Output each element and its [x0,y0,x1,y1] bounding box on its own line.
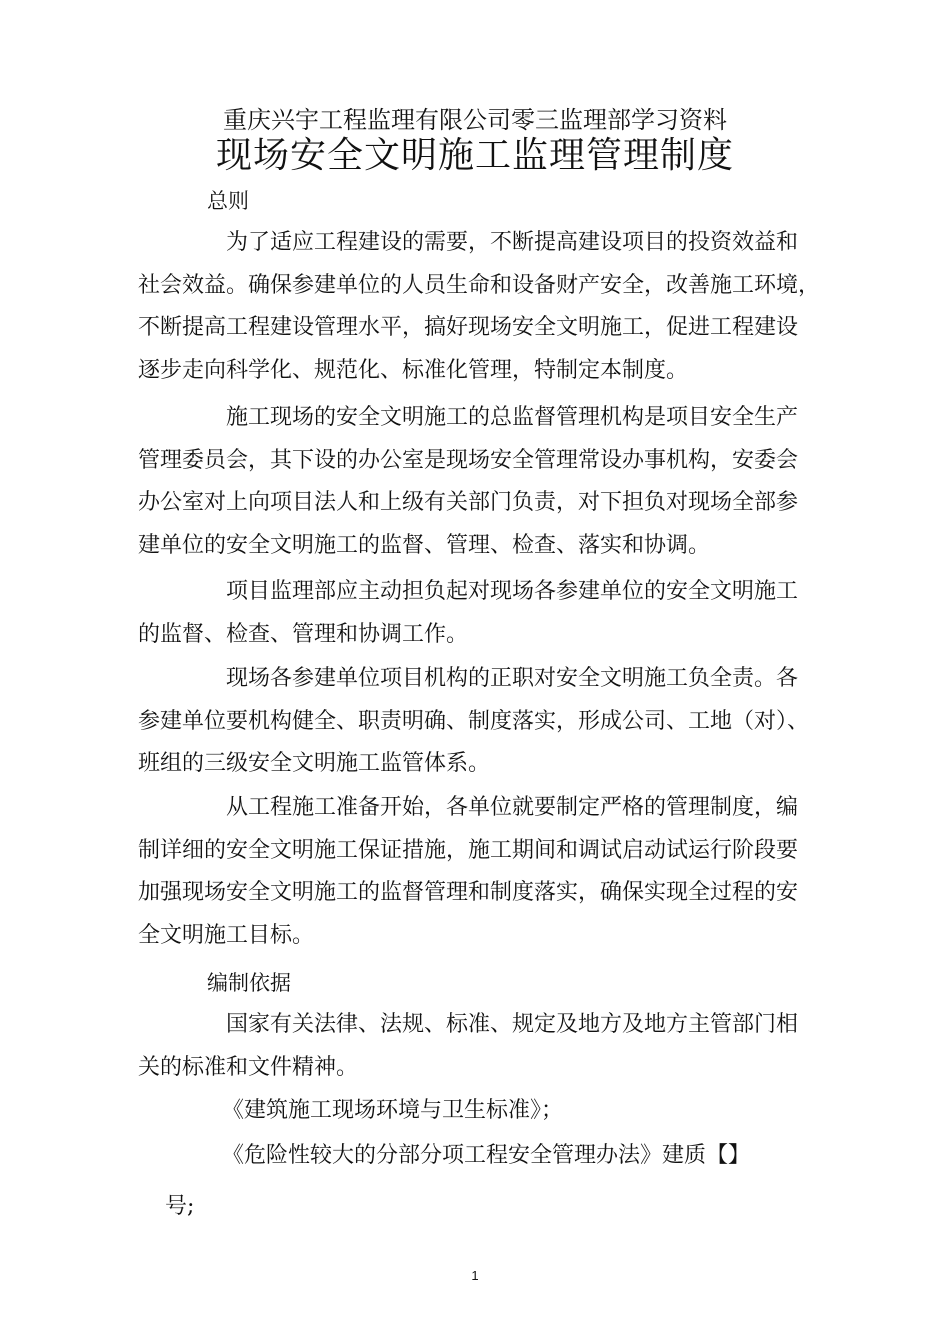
page-number: 1 [471,1268,479,1283]
paragraph-line: 参建单位要机构健全、职责明确、制度落实，形成公司、工地（对）、 [138,708,810,734]
paragraph [138,222,820,392]
paragraph [138,1004,798,1089]
paragraph-line: 班组的三级安全文明施工监管体系。 [138,751,491,776]
reference-item: 《建筑施工现场环境与卫生标准》； [222,1098,564,1123]
paragraph-line: 不断提高工程建设管理水平，搞好现场安全文明施工，促进工程建设 [138,315,799,340]
paragraph-line: 加强现场安全文明施工的监督管理和制度落实，确保实现全过程的安 [138,880,799,905]
paragraph-line: 为了适应工程建设的需要，不断提高建设项目的投资效益和 [226,230,799,255]
paragraph [138,658,809,786]
paragraph-line: 制详细的安全文明施工保证措施，施工期间和调试启动试运行阶段要 [138,837,799,863]
paragraph-line: 逐步走向科学化、规范化、标准化管理，特制定本制度。 [138,357,689,383]
section-heading-general: 总则 [207,189,249,213]
paragraph [138,787,798,957]
paragraph-line: 项目监理部应主动担负起对现场各参建单位的安全文明施工 [226,579,799,604]
paragraph-line: 社会效益。确保参建单位的人员生命和设备财产安全，改善施工环境， [138,272,821,298]
document-subtitle: 重庆兴宇工程监理有限公司零三监理部学习资料 [223,106,727,134]
paragraph-line: 建单位的安全文明施工的监督、管理、检查、落实和协调。 [138,532,711,558]
reference-item: 《危险性较大的分部分项工程安全管理办法》建质【】 [222,1143,751,1168]
paragraph [138,571,798,656]
paragraph-line: 关的标准和文件精神。 [138,1054,359,1080]
document-title: 现场安全文明施工监理管理制度 [215,135,734,176]
section-heading-basis: 编制依据 [207,971,291,995]
paragraph-line: 办公室对上向项目法人和上级有关部门负责，对下担负对现场全部参 [138,490,799,515]
paragraph-line: 施工现场的安全文明施工的总监督管理机构是项目安全生产 [226,405,799,430]
paragraph-line: 全文明施工目标。 [138,922,315,948]
paragraph [138,397,798,567]
reference-continuation: 号; [165,1194,195,1219]
paragraph-line: 国家有关法律、法规、标准、规定及地方及地方主管部门相 [226,1012,799,1037]
paragraph-line: 现场各参建单位项目机构的正职对安全文明施工负全责。各 [226,666,799,691]
paragraph-line: 的监督、检查、管理和协调工作。 [138,621,469,647]
paragraph-line: 管理委员会，其下设的办公室是现场安全管理常设办事机构，安委会 [138,447,799,473]
paragraph-line: 从工程施工准备开始，各单位就要制定严格的管理制度，编 [226,795,799,820]
